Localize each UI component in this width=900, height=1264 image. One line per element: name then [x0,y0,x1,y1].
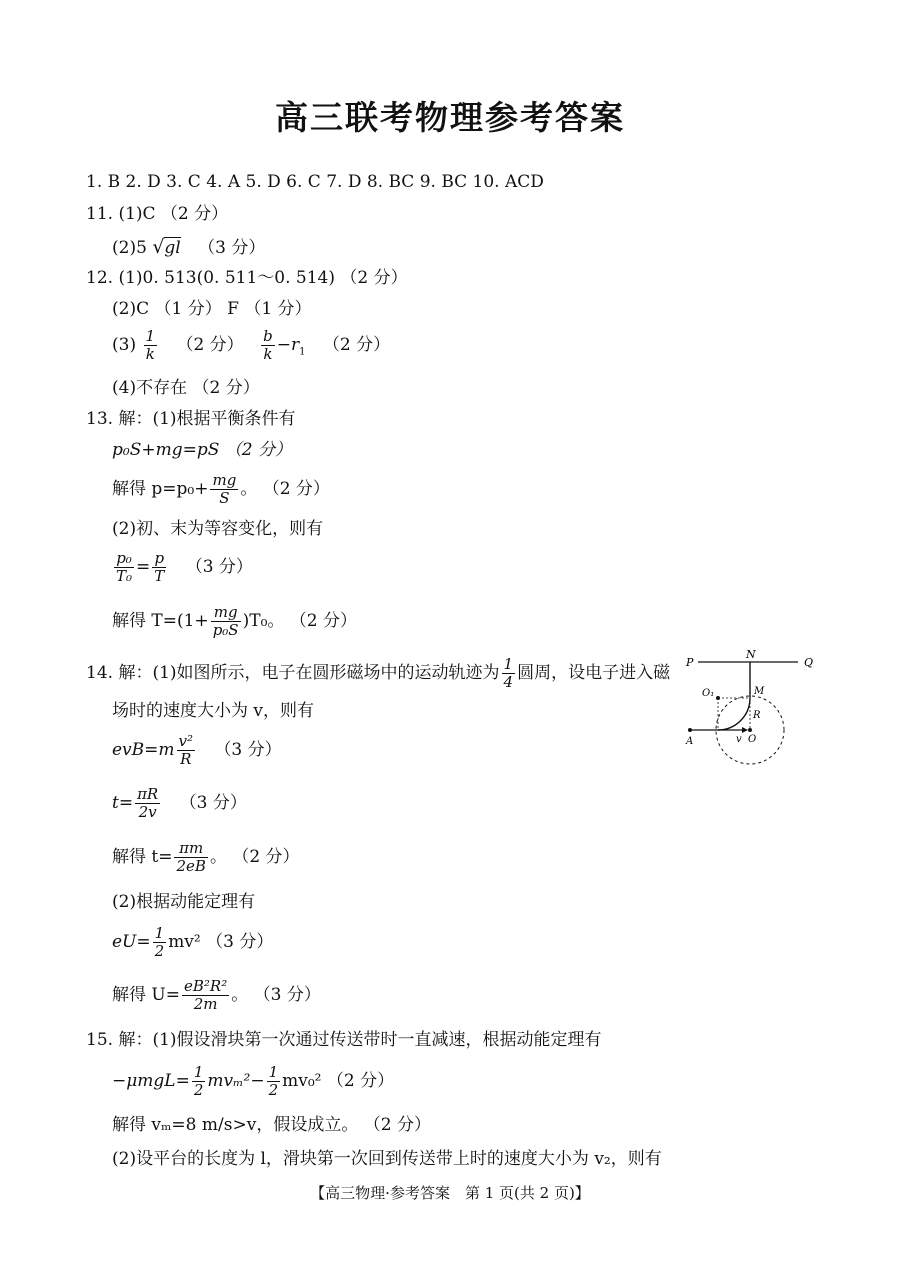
minus-r: −r [276,335,300,355]
q13-eq1: p₀S+mg=pS （2 分） [112,440,292,460]
fraction [267,1064,281,1099]
score: （3 分） [185,557,253,577]
middle: mvₘ²− [207,1071,265,1091]
q12-part3 [112,328,390,363]
score: （3 分） [179,793,247,813]
subscript: 1 [299,346,306,358]
denominator: 2v [138,803,157,821]
numerator: 1 [503,655,514,673]
denominator: T₀ [116,567,133,585]
prefix: 解得 U= [112,985,180,1005]
q15-part1: 15. 解：(1)假设滑块第一次通过传送带时一直减速，根据动能定理有 [86,1030,602,1050]
denominator: 2 [154,942,165,960]
trajectory-arc [718,698,750,730]
fraction [144,328,158,363]
suffix: 。 （2 分） [209,847,300,867]
denominator: 2m [193,995,218,1013]
fraction [153,925,167,960]
q15-part2: (2)设平台的长度为 l，滑块第一次回到传送带上时的速度大小为 v₂，则有 [112,1149,662,1169]
label-n: N [746,648,756,661]
q15-eq1 [112,1064,394,1099]
q14-eq2 [112,786,247,821]
q14-part2: (2)根据动能定理有 [112,892,256,912]
label-q: Q [804,656,814,669]
numerator: 1 [154,924,165,942]
q14-part1 [86,656,670,691]
suffix: 。 （3 分） [231,985,321,1005]
q13-result1 [112,472,330,507]
suffix: mv² （3 分） [168,932,274,952]
numerator: p₀ [114,550,134,568]
numerator: p [152,550,166,568]
numerator: v² [178,732,194,750]
denominator: 2eB [176,857,206,875]
suffix: mv₀² （2 分） [282,1071,395,1091]
suffix: 圆周，设电子进入磁 [517,663,671,683]
denominator: 2 [193,1081,204,1099]
numerator: πm [174,840,207,858]
prefix: 14. 解：(1)如图所示，电子在圆形磁场中的运动轨迹为 [86,663,500,683]
q14-eq1 [112,733,282,768]
numerator: b [263,327,273,345]
q11-part2-radicand: gl [164,238,181,258]
denominator: k [263,345,273,363]
denominator: p₀S [212,621,239,639]
o-point [748,728,752,732]
fraction [114,550,134,585]
score: （2 分） [322,335,391,355]
prefix: 解得 T=(1+ [112,611,209,631]
label-o: O [748,734,757,745]
numerator: 1 [145,327,156,345]
q11-part2 [112,236,265,259]
numerator: 1 [268,1063,279,1081]
q12-part1: 12. (1)0. 513(0. 511～0. 514) （2 分） [86,268,408,288]
q13-result2 [112,604,357,639]
denominator: k [145,345,155,363]
q13-part2: (2)初、末为等容变化，则有 [112,519,324,539]
q11-part2-score: （3 分） [198,238,266,258]
suffix: 。 （2 分） [240,479,330,499]
a-point [688,728,692,732]
magnetic-field-diagram [680,646,830,772]
denominator: 2 [268,1081,279,1099]
fraction [502,656,516,691]
numerator: mg [212,471,237,489]
prefix: t= [112,793,134,813]
choice-answers: 1. B 2. D 3. C 4. A 5. D 6. C 7. D 8. BC 9. BC 10. ACD [86,172,544,192]
page-title: 高三联考物理参考答案 [275,98,625,137]
q13-eq2 [112,550,253,585]
q15-result1: 解得 vₘ=8 m/s>v，假设成立。 （2 分） [112,1115,431,1135]
q14-line2: 场时的速度大小为 v，则有 [112,701,315,721]
fraction [210,472,238,507]
q13-part1: 13. 解：(1)根据平衡条件有 [86,409,296,429]
q11-part2-prefix: (2)5 [112,238,147,258]
q14-result2 [112,978,321,1013]
sqrt-symbol: √ [152,236,165,258]
label-p: P [686,656,694,669]
denominator: T [154,567,165,585]
score: （2 分） [176,335,244,355]
suffix: )T₀。 （2 分） [242,611,358,631]
fraction [177,733,196,768]
denominator: 4 [503,673,514,691]
fraction [152,550,166,585]
numerator: 1 [193,1063,204,1081]
prefix: 解得 p=p₀+ [112,479,209,499]
label-a: A [686,736,694,747]
label-r: R [753,710,761,721]
fraction [261,328,275,363]
equals: = [136,557,151,577]
numerator: πR [137,785,159,803]
q14-result1 [112,840,300,875]
fraction [174,840,207,875]
label-o1: O₁ [702,688,715,699]
fraction [192,1064,206,1099]
o1-point [716,696,720,700]
numerator: mg [211,604,241,622]
label-m: M [754,686,765,697]
prefix: eU= [112,932,151,952]
label-v: v [736,734,742,745]
page-footer: 【高三物理·参考答案 第 1 页(共 2 页)】 [310,1184,590,1202]
prefix: 解得 t= [112,847,173,867]
denominator: S [219,489,230,507]
prefix: −μmgL= [112,1071,190,1091]
score: （3 分） [214,740,282,760]
q14-eq3 [112,925,273,960]
arrow-icon [742,727,748,733]
q11-part1: 11. (1)C （2 分） [86,204,229,224]
fraction [135,786,160,821]
numerator: eB²R² [183,977,228,995]
q12-part3-prefix: (3) [112,335,137,355]
q12-part2: (2)C （1 分） F （1 分） [112,299,312,319]
fraction [211,604,241,639]
prefix: evB=m [112,740,175,760]
denominator: R [180,750,192,768]
q12-part4: (4)不存在 （2 分） [112,378,260,398]
fraction [182,978,229,1013]
